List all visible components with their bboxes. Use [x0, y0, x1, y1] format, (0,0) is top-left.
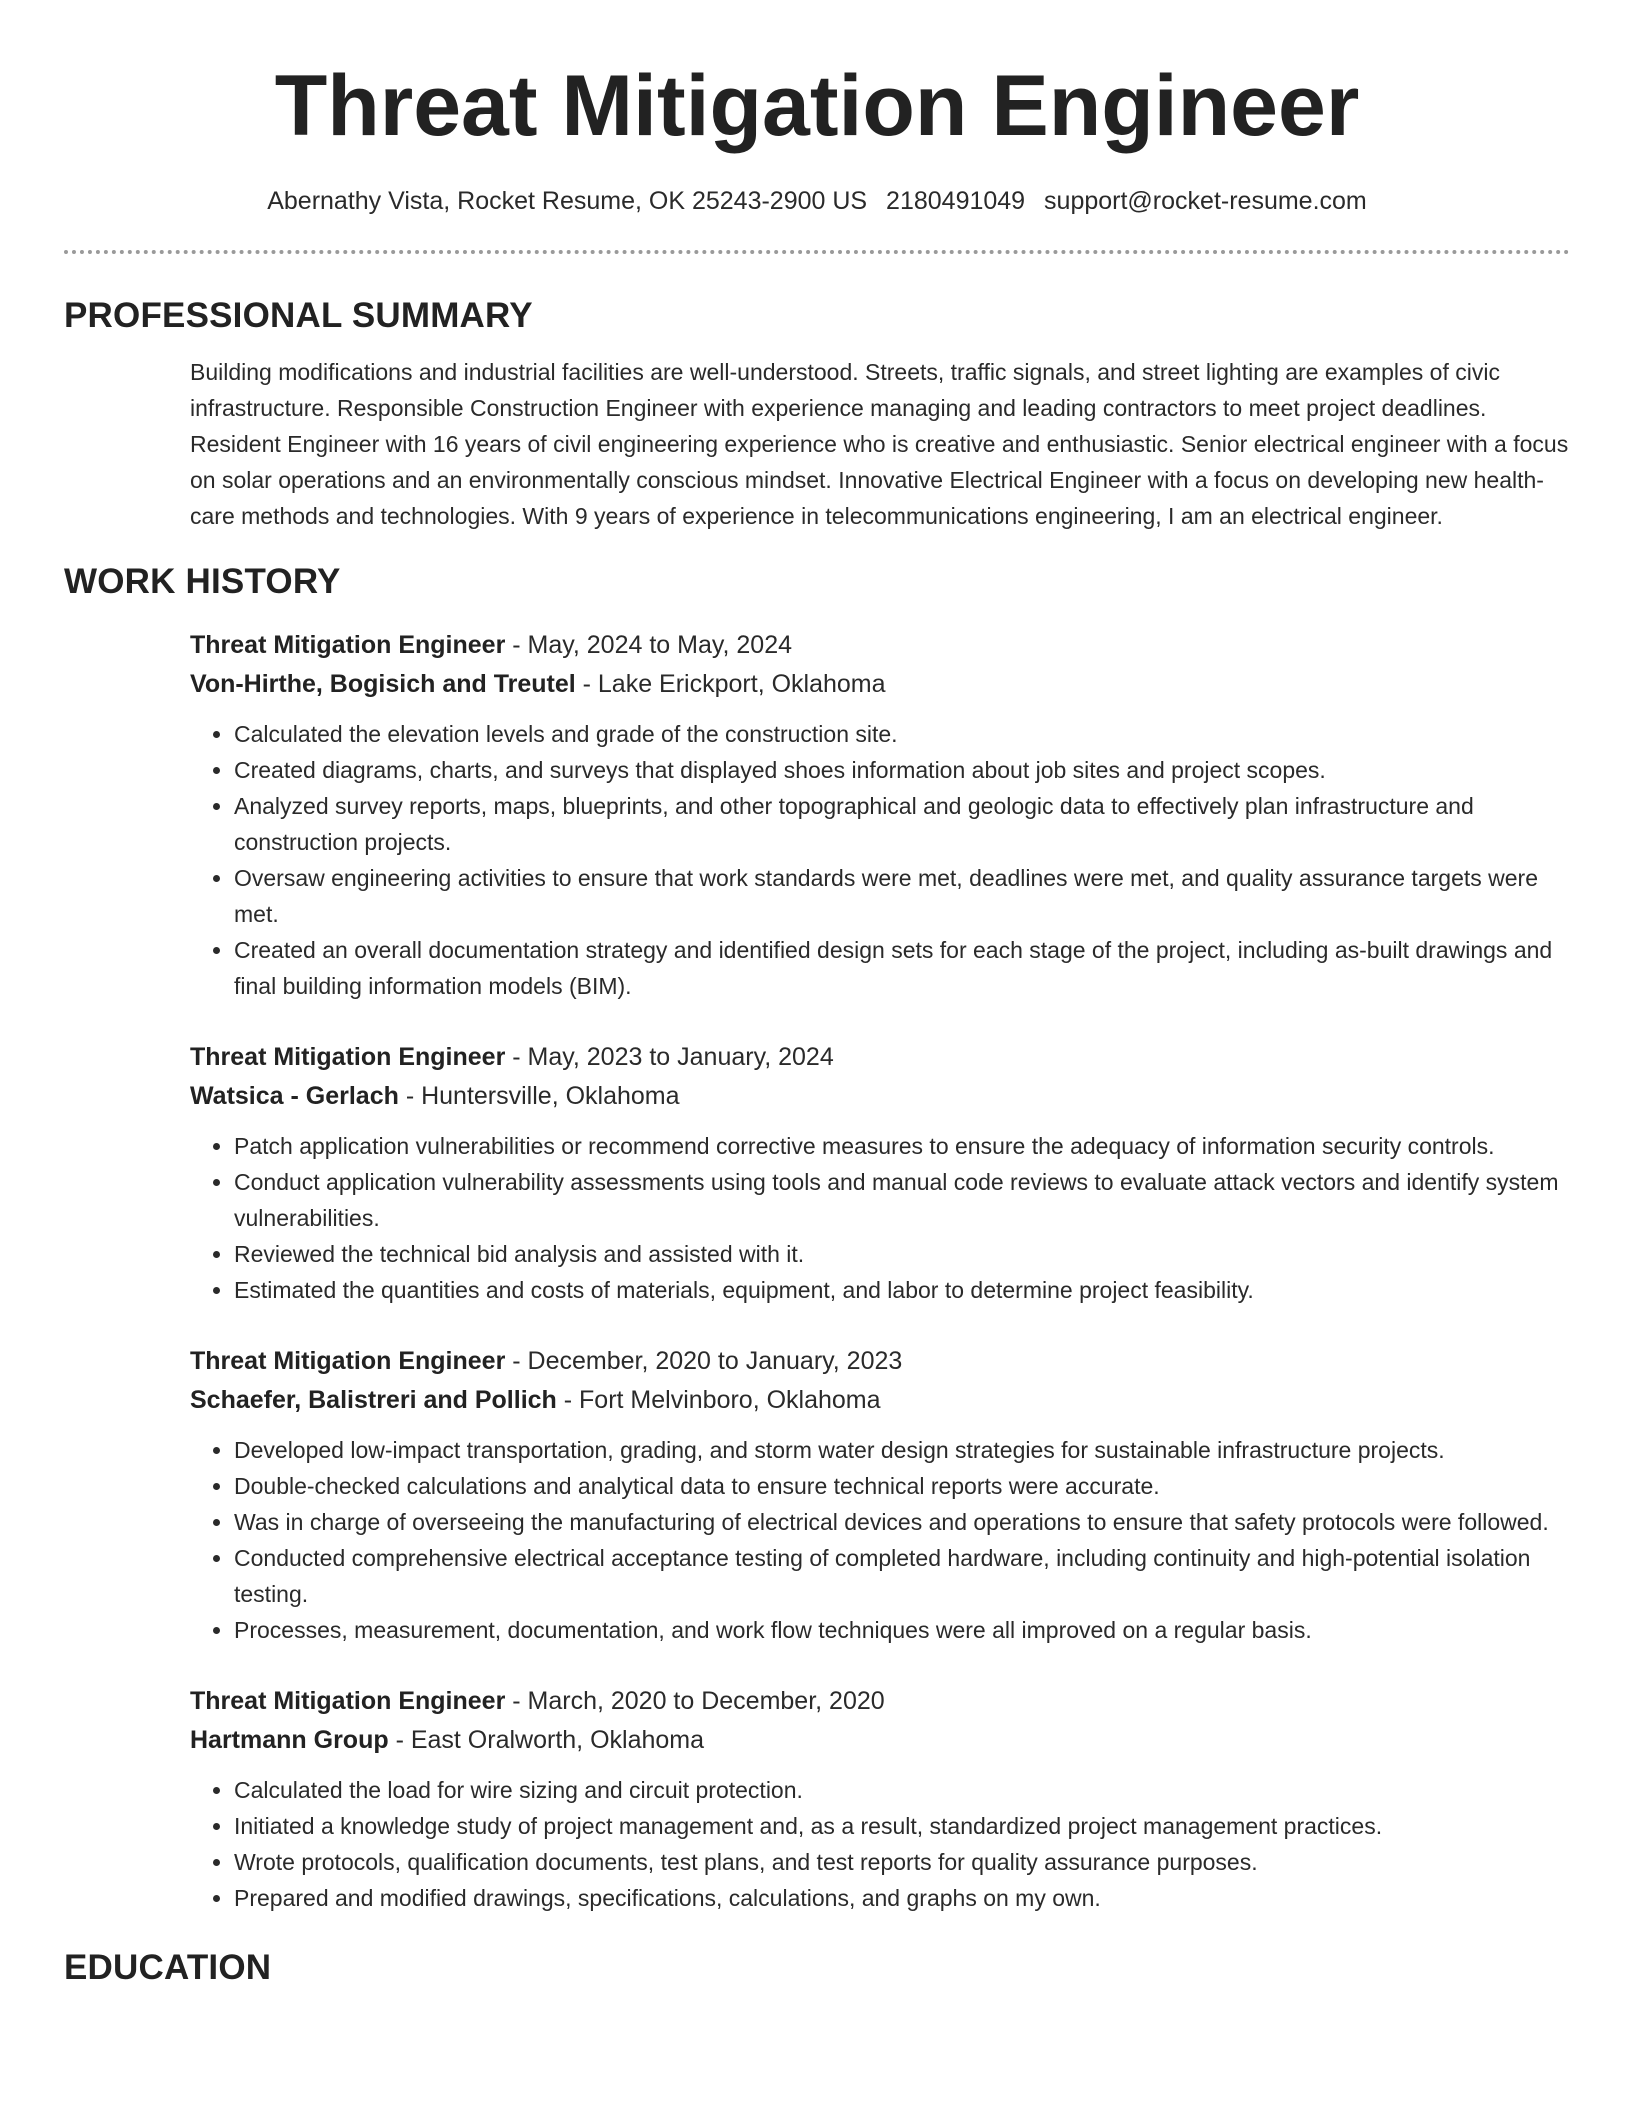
job-bullet: • Calculated the elevation levels and grade of the construction site.	[234, 716, 1570, 752]
job-bullet: • Analyzed survey reports, maps, blueprints, and other topographical and geologic data to effectively plan infrastructure and construction projects.	[234, 788, 1570, 860]
job-company: Schaefer, Balistreri and Pollich	[190, 1386, 557, 1414]
job-bullets	[190, 1432, 1570, 1648]
job-company: Hartmann Group	[190, 1726, 389, 1754]
job-title: Threat Mitigation Engineer	[190, 1347, 506, 1375]
job-company-line	[190, 665, 1570, 704]
job-entry	[190, 1682, 1570, 1916]
job-location: - East Oralworth, Oklahoma	[388, 1726, 705, 1754]
job-dates: - May, 2024 to May, 2024	[505, 631, 793, 659]
job-entry	[190, 1038, 1570, 1308]
header-divider	[64, 250, 1570, 254]
contact-line	[64, 184, 1570, 218]
job-location: - Lake Erickport, Oklahoma	[575, 670, 886, 698]
job-company: Von-Hirthe, Bogisich and Treutel	[190, 670, 576, 698]
job-bullet: • Created an overall documentation strategy and identified design sets for each stage of the project, including as-built drawings and final building information models (BIM).	[234, 932, 1570, 1004]
job-title-line	[190, 1682, 1570, 1721]
job-company-line	[190, 1381, 1570, 1420]
job-company-line	[190, 1721, 1570, 1760]
job-title-line	[190, 1038, 1570, 1077]
job-company-line	[190, 1077, 1570, 1116]
job-bullet: • Conducted comprehensive electrical acceptance testing of completed hardware, including continuity and high-potential isolation testing.	[234, 1540, 1570, 1612]
job-title-line	[190, 1342, 1570, 1381]
work-history-list	[190, 626, 1570, 1916]
resume-page	[64, 0, 1570, 1990]
job-location: - Huntersville, Oklahoma	[398, 1082, 680, 1110]
summary-heading: PROFESSIONAL SUMMARY	[64, 296, 533, 335]
job-entry	[190, 626, 1570, 1004]
job-bullet: • Developed low-impact transportation, grading, and storm water design strategies for sustainable infrastructure projects.	[234, 1432, 1570, 1468]
job-bullets	[190, 716, 1570, 1004]
job-bullet: • Conduct application vulnerability assessments using tools and manual code reviews to evaluate attack vectors and identify system vulnerabilities.	[234, 1164, 1570, 1236]
job-title: Threat Mitigation Engineer	[190, 1687, 506, 1715]
job-company: Watsica - Gerlach	[190, 1082, 399, 1110]
job-bullet: • Double-checked calculations and analytical data to ensure technical reports were accurate.	[234, 1468, 1570, 1504]
job-bullet: • Patch application vulnerabilities or recommend corrective measures to ensure the adequacy of information security controls.	[234, 1128, 1570, 1164]
contact-email: support@rocket-resume.com	[1044, 187, 1367, 215]
work-history-heading: WORK HISTORY	[64, 562, 341, 601]
job-bullet: • Oversaw engineering activities to ensure that work standards were met, deadlines were met, and quality assurance targets were met.	[234, 860, 1570, 932]
job-bullet: • Wrote protocols, qualification documents, test plans, and test reports for quality assurance purposes.	[234, 1844, 1570, 1880]
job-bullet: • Prepared and modified drawings, specifications, calculations, and graphs on my own.	[234, 1880, 1570, 1916]
job-dates: - December, 2020 to January, 2023	[505, 1347, 903, 1375]
job-bullet: • Reviewed the technical bid analysis and assisted with it.	[234, 1236, 1570, 1272]
job-bullets	[190, 1772, 1570, 1916]
contact-address: Abernathy Vista, Rocket Resume, OK 25243-2900 US	[267, 187, 868, 215]
job-dates: - March, 2020 to December, 2020	[505, 1687, 885, 1715]
job-bullet: • Calculated the load for wire sizing and circuit protection.	[234, 1772, 1570, 1808]
job-bullet: • Initiated a knowledge study of project management and, as a result, standardized project management practices.	[234, 1808, 1570, 1844]
job-entry	[190, 1342, 1570, 1648]
job-bullet: • Created diagrams, charts, and surveys that displayed shoes information about job sites and project scopes.	[234, 752, 1570, 788]
job-dates: - May, 2023 to January, 2024	[505, 1043, 834, 1071]
job-title: Threat Mitigation Engineer	[190, 631, 506, 659]
job-bullet: • Was in charge of overseeing the manufacturing of electrical devices and operations to ensure that safety protocols were followed.	[234, 1504, 1570, 1540]
job-bullets	[190, 1128, 1570, 1308]
job-title: Threat Mitigation Engineer	[190, 1043, 506, 1071]
job-bullet: • Processes, measurement, documentation, and work flow techniques were all improved on a regular basis.	[234, 1612, 1570, 1648]
job-bullet: • Estimated the quantities and costs of materials, equipment, and labor to determine project feasibility.	[234, 1272, 1570, 1308]
job-title-line	[190, 626, 1570, 665]
contact-phone: 2180491049	[886, 187, 1026, 215]
education-heading: EDUCATION	[64, 1948, 272, 1987]
job-location: - Fort Melvinboro, Oklahoma	[556, 1386, 881, 1414]
summary-text: Building modifications and industrial facilities are well-understood. Streets, traffic signals, and street lighting are examples of civic infrastructure. Responsible Construction Engineer with experience managing and leading contractors to meet project deadlines. Resident Engineer with 16 years of civil engineering experience who is creative and enthusiastic. Senior electrical engineer with a focus on solar operations and an environmentally conscious mindset. Innovative Electrical Engineer with a focus on developing new health-care methods and technologies. With 9 years of experience in telecommunications engineering, I am an electrical engineer.	[190, 359, 1569, 529]
resume-title: Threat Mitigation Engineer	[274, 58, 1360, 154]
